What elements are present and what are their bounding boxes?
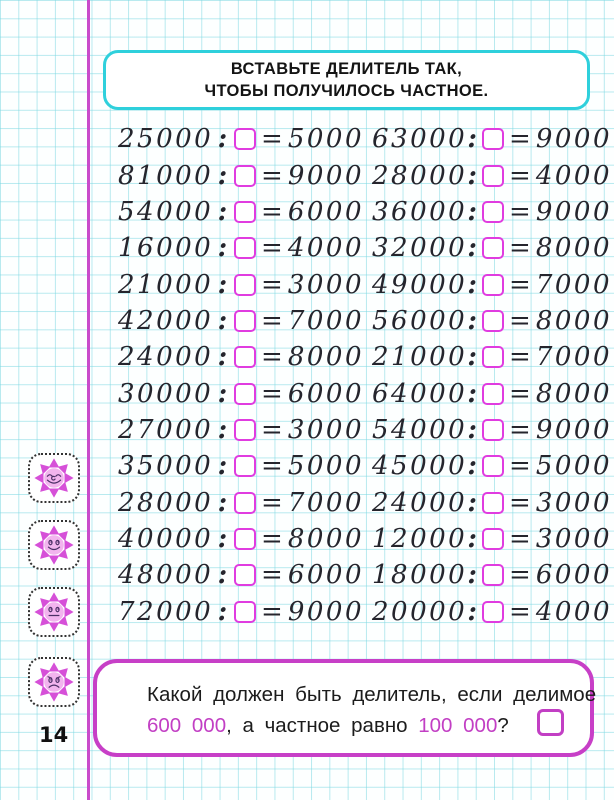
divisor-answer-box[interactable] [234, 492, 256, 514]
margin-sticker-4 [28, 657, 80, 707]
equation-row [372, 448, 612, 484]
equals-sign: = [261, 124, 283, 155]
dividend-value: 40000 [118, 523, 214, 554]
equation-row [372, 230, 612, 266]
quotient-value: 8000 [535, 233, 612, 264]
divisor-answer-box[interactable] [234, 310, 256, 332]
division-sign: : [217, 196, 228, 227]
divisor-answer-box[interactable] [482, 601, 504, 623]
question-line-1 [147, 680, 597, 709]
sun-face-sad-icon [33, 661, 75, 703]
quotient-value: 4000 [535, 160, 612, 191]
dividend-value: 42000 [118, 305, 214, 336]
equation-row [372, 521, 612, 557]
division-sign: : [217, 305, 228, 336]
quotient-value: 9000 [535, 124, 612, 155]
equation-row [372, 339, 612, 375]
divisor-answer-box[interactable] [234, 383, 256, 405]
quotient-value: 8000 [287, 342, 364, 373]
equals-sign: = [261, 487, 283, 518]
divisor-answer-box[interactable] [234, 128, 256, 150]
equation-row [118, 194, 364, 230]
equals-sign: = [509, 523, 531, 554]
dividend-value: 27000 [118, 414, 214, 445]
equation-row [372, 303, 612, 339]
equals-sign: = [261, 451, 283, 482]
dividend-value: 12000 [372, 523, 468, 554]
equals-sign: = [261, 233, 283, 264]
divisor-answer-box[interactable] [482, 455, 504, 477]
division-sign: : [217, 523, 228, 554]
notebook-margin-line [87, 0, 90, 800]
division-sign: : [467, 124, 477, 155]
equation-row [372, 194, 612, 230]
divisor-answer-box[interactable] [482, 492, 504, 514]
quotient-value: 4000 [535, 596, 612, 627]
quotient-value: 9000 [287, 596, 364, 627]
dividend-value: 28000 [372, 160, 468, 191]
equation-row [118, 375, 364, 411]
equals-sign: = [261, 342, 283, 373]
division-sign: : [217, 378, 228, 409]
equals-sign: = [509, 560, 531, 591]
equals-sign: = [509, 414, 531, 445]
division-sign: : [217, 269, 228, 300]
division-sign: : [467, 233, 477, 264]
equals-sign: = [261, 523, 283, 554]
equals-sign: = [509, 160, 531, 191]
quotient-value: 6000 [287, 560, 364, 591]
quotient-value: 8000 [535, 378, 612, 409]
dividend-value: 21000 [372, 342, 468, 373]
division-sign: : [467, 378, 477, 409]
sun-face-pleased-icon [33, 457, 75, 499]
question-text-1: Какой должен быть делитель, если делимое [147, 683, 597, 706]
question-quotient: 100 000 [418, 714, 498, 737]
divisor-answer-box[interactable] [234, 455, 256, 477]
divisor-answer-box[interactable] [234, 528, 256, 550]
equation-row [118, 339, 364, 375]
dividend-value: 21000 [118, 269, 214, 300]
equals-sign: = [509, 596, 531, 627]
division-sign: : [217, 233, 228, 264]
equals-sign: = [509, 233, 531, 264]
dividend-value: 35000 [118, 451, 214, 482]
equation-row [118, 266, 364, 302]
division-sign: : [217, 124, 228, 155]
page-number: 14 [39, 723, 69, 747]
question-answer-box[interactable] [537, 709, 564, 736]
quotient-value: 8000 [287, 523, 364, 554]
equation-row [118, 412, 364, 448]
divisor-answer-box[interactable] [234, 165, 256, 187]
dividend-value: 54000 [372, 414, 468, 445]
dividend-value: 32000 [372, 233, 468, 264]
equals-sign: = [261, 160, 283, 191]
dividend-value: 49000 [372, 269, 468, 300]
question-dividend: 600 000 [147, 714, 227, 737]
equation-row [118, 593, 364, 629]
quotient-value: 6000 [287, 196, 364, 227]
quotient-value: 6000 [535, 560, 612, 591]
divisor-answer-box[interactable] [482, 128, 504, 150]
dividend-value: 24000 [118, 342, 214, 373]
dividend-value: 18000 [372, 560, 468, 591]
quotient-value: 3000 [287, 269, 364, 300]
dividend-value: 45000 [372, 451, 468, 482]
equation-row [118, 521, 364, 557]
title-line-2: ЧТОБЫ ПОЛУЧИЛОСЬ ЧАСТНОЕ. [204, 82, 489, 100]
equation-row [118, 448, 364, 484]
equals-sign: = [261, 196, 283, 227]
equals-sign: = [261, 560, 283, 591]
division-sign: : [217, 160, 228, 191]
equals-sign: = [261, 378, 283, 409]
division-sign: : [467, 414, 477, 445]
question-mark: ? [497, 714, 509, 737]
quotient-value: 5000 [287, 124, 364, 155]
equals-sign: = [261, 414, 283, 445]
equals-sign: = [509, 305, 531, 336]
equation-row [118, 303, 364, 339]
quotient-value: 3000 [535, 523, 612, 554]
division-sign: : [467, 160, 477, 191]
equation-row [372, 593, 612, 629]
division-sign: : [467, 523, 477, 554]
dividend-value: 30000 [118, 378, 214, 409]
margin-sticker-3 [28, 587, 80, 637]
divisor-answer-box[interactable] [482, 383, 504, 405]
dividend-value: 54000 [118, 196, 214, 227]
equations-column-left [118, 121, 364, 630]
divisor-answer-box[interactable] [482, 201, 504, 223]
dividend-value: 24000 [372, 487, 468, 518]
division-sign: : [217, 414, 228, 445]
dividend-value: 48000 [118, 560, 214, 591]
division-sign: : [217, 596, 228, 627]
equals-sign: = [509, 451, 531, 482]
divisor-answer-box[interactable] [234, 346, 256, 368]
dividend-value: 36000 [372, 196, 468, 227]
equation-row [118, 230, 364, 266]
equals-sign: = [509, 378, 531, 409]
quotient-value: 9000 [535, 196, 612, 227]
question-text-2: , а частное равно [226, 714, 419, 737]
division-sign: : [217, 342, 228, 373]
division-sign: : [217, 560, 228, 591]
title-line-1: ВСТАВЬТЕ ДЕЛИТЕЛЬ ТАК, [230, 60, 463, 78]
quotient-value: 9000 [287, 160, 364, 191]
divisor-answer-box[interactable] [234, 237, 256, 259]
quotient-value: 7000 [287, 487, 364, 518]
division-sign: : [467, 196, 477, 227]
quotient-value: 9000 [535, 414, 612, 445]
dividend-value: 72000 [118, 596, 214, 627]
quotient-value: 3000 [535, 487, 612, 518]
divisor-answer-box[interactable] [234, 274, 256, 296]
equation-row [372, 484, 612, 520]
quotient-value: 8000 [535, 305, 612, 336]
division-sign: : [467, 305, 477, 336]
equals-sign: = [509, 124, 531, 155]
margin-sticker-1 [28, 453, 80, 503]
quotient-value: 5000 [535, 451, 612, 482]
divisor-answer-box[interactable] [482, 310, 504, 332]
quotient-value: 6000 [287, 378, 364, 409]
quotient-value: 4000 [287, 233, 364, 264]
divisor-answer-box[interactable] [234, 601, 256, 623]
sun-face-smiling-icon [33, 524, 75, 566]
equations-column-right [372, 121, 612, 630]
equals-sign: = [261, 269, 283, 300]
equation-row [372, 121, 612, 157]
dividend-value: 16000 [118, 233, 214, 264]
equals-sign: = [509, 342, 531, 373]
dividend-value: 56000 [372, 305, 468, 336]
divisor-answer-box[interactable] [482, 237, 504, 259]
equation-row [118, 484, 364, 520]
divisor-answer-box[interactable] [482, 528, 504, 550]
division-sign: : [467, 560, 477, 591]
quotient-value: 3000 [287, 414, 364, 445]
dividend-value: 63000 [372, 124, 468, 155]
division-sign: : [467, 342, 477, 373]
quotient-value: 7000 [535, 269, 612, 300]
divisor-answer-box[interactable] [482, 564, 504, 586]
division-sign: : [467, 487, 477, 518]
division-sign: : [467, 451, 477, 482]
equals-sign: = [261, 305, 283, 336]
equals-sign: = [509, 487, 531, 518]
equation-row [372, 557, 612, 593]
divisor-answer-box[interactable] [234, 564, 256, 586]
equation-row [118, 557, 364, 593]
dividend-value: 64000 [372, 378, 468, 409]
division-sign: : [467, 596, 477, 627]
title-box [103, 50, 590, 110]
divisor-answer-box[interactable] [482, 165, 504, 187]
equation-row [372, 266, 612, 302]
divisor-answer-box[interactable] [482, 419, 504, 441]
question-line-2 [147, 709, 590, 740]
divisor-answer-box[interactable] [482, 346, 504, 368]
quotient-value: 7000 [287, 305, 364, 336]
equals-sign: = [509, 269, 531, 300]
equals-sign: = [509, 196, 531, 227]
quotient-value: 5000 [287, 451, 364, 482]
equals-sign: = [261, 596, 283, 627]
dividend-value: 28000 [118, 487, 214, 518]
division-sign: : [217, 487, 228, 518]
equation-row [118, 121, 364, 157]
divisor-answer-box[interactable] [234, 201, 256, 223]
dividend-value: 25000 [118, 124, 214, 155]
quotient-value: 7000 [535, 342, 612, 373]
division-sign: : [217, 451, 228, 482]
divisor-answer-box[interactable] [482, 274, 504, 296]
dividend-value: 81000 [118, 160, 214, 191]
equation-row [372, 412, 612, 448]
sun-face-neutral-icon [33, 591, 75, 633]
dividend-value: 20000 [372, 596, 468, 627]
division-sign: : [467, 269, 477, 300]
margin-sticker-2 [28, 520, 80, 570]
equation-row [118, 157, 364, 193]
question-box [93, 659, 597, 757]
equation-row [372, 375, 612, 411]
equation-row [372, 157, 612, 193]
divisor-answer-box[interactable] [234, 419, 256, 441]
